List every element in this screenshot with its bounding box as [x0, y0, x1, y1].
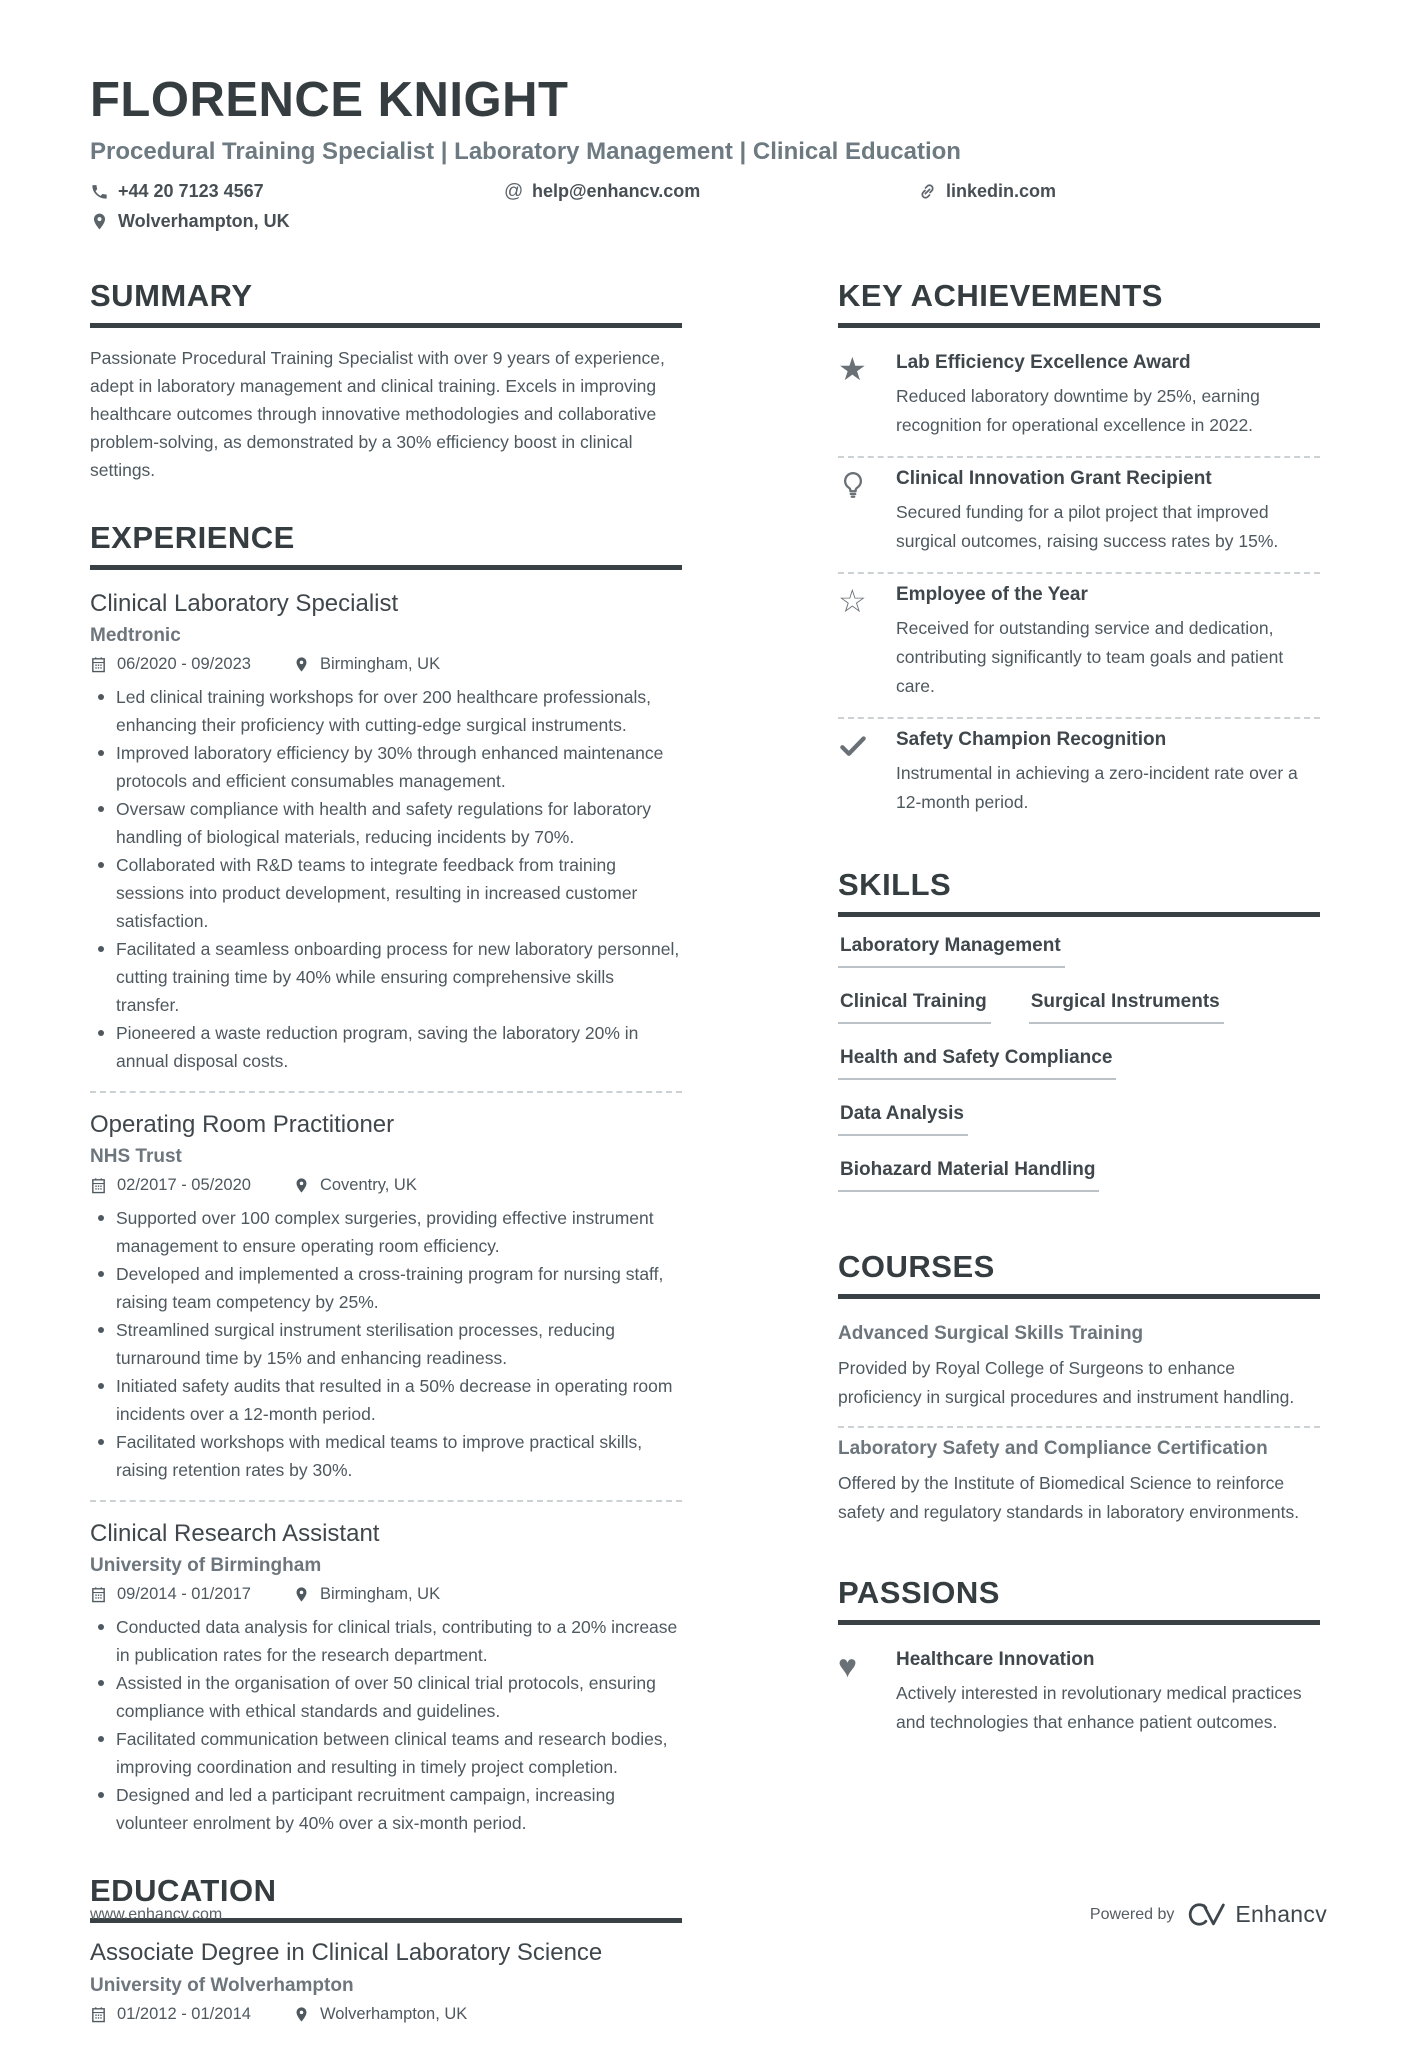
- course-divider: [838, 1426, 1320, 1428]
- experience-heading: EXPERIENCE: [90, 520, 682, 570]
- footer-site-link[interactable]: www.enhancv.com: [90, 1905, 223, 1923]
- job-meta: [90, 655, 682, 674]
- job-bullet: Facilitated a seamless onboarding process for new laboratory personnel, cutting training time by 40% while ensuring comprehensive skills transfer.: [90, 935, 682, 1019]
- achievement-text: Instrumental in achieving a zero-incident rate over a 12-month period.: [896, 763, 1298, 812]
- job-company: University of Birmingham: [90, 1555, 322, 1576]
- passion-text: Actively interested in revolutionary medical practices and technologies that enhance patient outcomes.: [896, 1683, 1302, 1732]
- calendar-icon: [90, 656, 107, 673]
- job-company: Medtronic: [90, 625, 181, 646]
- education-dates: 01/2012 - 01/2014: [117, 2005, 251, 2023]
- skill-tag: Data Analysis: [838, 1101, 968, 1136]
- job-location: Birmingham, UK: [319, 1585, 441, 1603]
- star-outline-icon: ☆: [838, 583, 867, 619]
- job-bullet: Developed and implemented a cross-training program for nursing staff, raising team competency by 25%.: [90, 1260, 682, 1316]
- achievement-item: [838, 576, 1320, 715]
- job-bullet: Collaborated with R&D teams to integrate feedback from training sessions into product development, resulting in increased customer satisfaction.: [90, 851, 682, 935]
- course-item: [838, 1430, 1320, 1539]
- left-column: [90, 278, 682, 2060]
- job-bullet: Led clinical training workshops for over 200 healthcare professionals, enhancing their proficiency with cutting-edge surgical instruments.: [90, 683, 682, 739]
- achievement-title: Employee of the Year: [896, 584, 1088, 605]
- education-heading: EDUCATION: [90, 1873, 682, 1923]
- achievements-section: [838, 278, 1320, 831]
- location-pin-icon: [293, 656, 310, 673]
- job-bullet-list: [90, 1613, 682, 1837]
- job-bullet: Streamlined surgical instrument sterilisation processes, reducing turnaround time by 15% and enhancing readiness.: [90, 1316, 682, 1372]
- location-contact: [90, 208, 504, 234]
- location-pin-icon: [90, 212, 109, 231]
- enhancv-logo[interactable]: [1186, 1901, 1327, 1928]
- heart-icon: ♥: [838, 1648, 857, 1684]
- achievement-item: [838, 721, 1320, 831]
- summary-section: [90, 278, 682, 484]
- courses-heading: COURSES: [838, 1249, 1320, 1299]
- lightbulb-icon: [838, 468, 896, 556]
- phone-icon: [90, 182, 109, 201]
- job-title: Operating Room Practitioner: [90, 1111, 395, 1138]
- checkmark-icon: [838, 729, 896, 817]
- achievement-text: Secured funding for a pilot project that improved surgical outcomes, raising success rates by 15%.: [896, 502, 1279, 551]
- job-bullet: Facilitated communication between clinical teams and research bodies, improving coordination and resulting in timely project completion.: [90, 1725, 682, 1781]
- link-contact[interactable]: [918, 178, 1320, 204]
- education-meta: [90, 2005, 682, 2024]
- enhancv-brand-text: Enhancv: [1235, 1901, 1327, 1927]
- course-item: [838, 1315, 1320, 1424]
- skill-tag: Health and Safety Compliance: [838, 1045, 1116, 1080]
- job-meta: [90, 1585, 682, 1604]
- person-title: Procedural Training Specialist | Laboratory Management | Clinical Education: [90, 138, 961, 165]
- skill-tag: Surgical Instruments: [1029, 989, 1224, 1024]
- location-text: Wolverhampton, UK: [118, 211, 290, 231]
- achievement-divider: [838, 572, 1320, 574]
- job-bullet: Pioneered a waste reduction program, saving the laboratory 20% in annual disposal costs.: [90, 1019, 682, 1075]
- job-dates: 09/2014 - 01/2017: [117, 1585, 251, 1603]
- job-dates: 02/2017 - 05/2020: [117, 1176, 251, 1194]
- passions-section: [838, 1575, 1320, 1751]
- enhancv-logo-icon: [1186, 1901, 1228, 1928]
- achievement-text: Reduced laboratory downtime by 25%, earning recognition for operational excellence in 2022.: [896, 386, 1260, 435]
- skill-tag: Laboratory Management: [838, 933, 1065, 968]
- job-meta: [90, 1176, 682, 1195]
- job-company: NHS Trust: [90, 1146, 182, 1167]
- job-bullet: Supported over 100 complex surgeries, providing effective instrument management to ensure operating room efficiency.: [90, 1204, 682, 1260]
- person-name: FLORENCE KNIGHT: [90, 73, 569, 127]
- job-bullet: Designed and led a participant recruitment campaign, increasing volunteer enrolment by 40% over a six-month period.: [90, 1781, 682, 1837]
- summary-text: Passionate Procedural Training Specialist with over 9 years of experience, adept in laboratory management and clinical training. Excels in improving healthcare outcomes through innovative methodologies and collaborative problem-solving, as demonstrated by a 30% efficiency boost in clinical settings.: [90, 348, 665, 480]
- email-at-icon: @: [504, 180, 524, 202]
- job-bullet: Facilitated workshops with medical teams to improve practical skills, raising retention rates by 30%.: [90, 1428, 682, 1484]
- link-icon: [918, 182, 937, 201]
- achievement-item: [838, 344, 1320, 454]
- job-divider: [90, 1091, 682, 1093]
- skills-section: [838, 867, 1320, 1213]
- calendar-icon: [90, 1586, 107, 1603]
- job-title: Clinical Research Assistant: [90, 1520, 380, 1547]
- degree-title: Associate Degree in Clinical Laboratory Science: [90, 1939, 603, 1966]
- star-filled-icon: ★: [838, 351, 867, 387]
- achievement-divider: [838, 717, 1320, 719]
- job-location: Birmingham, UK: [319, 655, 441, 673]
- passion-item: [838, 1641, 1320, 1751]
- achievement-text: Received for outstanding service and dedication, contributing significantly to team goals and patient care.: [896, 618, 1284, 696]
- achievement-title: Safety Champion Recognition: [896, 729, 1167, 750]
- skill-tag: Biohazard Material Handling: [838, 1157, 1099, 1192]
- job-dates: 06/2020 - 09/2023: [117, 655, 251, 673]
- experience-entry: [90, 586, 682, 1075]
- page-footer: [90, 1901, 1327, 1928]
- phone-contact: [90, 178, 504, 204]
- courses-section: [838, 1249, 1320, 1539]
- summary-heading: SUMMARY: [90, 278, 682, 328]
- course-title: Advanced Surgical Skills Training: [838, 1323, 1144, 1344]
- education-location: Wolverhampton, UK: [319, 2005, 468, 2023]
- course-text: Provided by Royal College of Surgeons to enhance proficiency in surgical procedures and instrument handling.: [838, 1358, 1295, 1407]
- location-pin-icon: [293, 1586, 310, 1603]
- experience-section: [90, 520, 682, 1837]
- skill-tag: Clinical Training: [838, 989, 991, 1024]
- powered-by: [1090, 1901, 1327, 1928]
- course-text: Offered by the Institute of Biomedical Science to reinforce safety and regulatory standards in laboratory environments.: [838, 1473, 1300, 1522]
- location-pin-icon: [293, 2006, 310, 2023]
- email-address[interactable]: help@enhancv.com: [532, 181, 701, 201]
- calendar-icon: [90, 2006, 107, 2023]
- school-name: University of Wolverhampton: [90, 1975, 354, 1996]
- passion-title: Healthcare Innovation: [896, 1649, 1095, 1670]
- phone-number: +44 20 7123 4567: [118, 181, 264, 201]
- achievements-heading: KEY ACHIEVEMENTS: [838, 278, 1320, 328]
- skills-heading: SKILLS: [838, 867, 1320, 917]
- email-contact[interactable]: [504, 178, 918, 204]
- achievement-item: [838, 460, 1320, 570]
- job-bullet-list: [90, 1204, 682, 1484]
- course-title: Laboratory Safety and Compliance Certification: [838, 1438, 1268, 1459]
- job-bullet: Assisted in the organisation of over 50 clinical trial protocols, ensuring compliance with ethical standards and guidelines.: [90, 1669, 682, 1725]
- job-bullet: Oversaw compliance with health and safety regulations for laboratory handling of biological materials, reducing incidents by 70%.: [90, 795, 682, 851]
- job-bullet: Initiated safety audits that resulted in a 50% decrease in operating room incidents over a 12-month period.: [90, 1372, 682, 1428]
- job-bullet: Conducted data analysis for clinical trials, contributing to a 20% increase in publication rates for the research department.: [90, 1613, 682, 1669]
- achievement-divider: [838, 456, 1320, 458]
- resume-header: [90, 72, 1320, 234]
- job-divider: [90, 1500, 682, 1502]
- link-url[interactable]: linkedin.com: [946, 181, 1057, 201]
- education-section: [90, 1873, 682, 2024]
- experience-entry: [90, 1107, 682, 1484]
- right-column: [838, 278, 1320, 1787]
- experience-entry: [90, 1516, 682, 1837]
- contact-row: [90, 178, 1320, 234]
- calendar-icon: [90, 1177, 107, 1194]
- achievement-title: Clinical Innovation Grant Recipient: [896, 468, 1212, 489]
- location-pin-icon: [293, 1177, 310, 1194]
- achievement-title: Lab Efficiency Excellence Award: [896, 352, 1191, 373]
- powered-by-label: Powered by: [1089, 1905, 1175, 1923]
- job-bullet: Improved laboratory efficiency by 30% through enhanced maintenance protocols and efficient consumables management.: [90, 739, 682, 795]
- passions-heading: PASSIONS: [838, 1575, 1320, 1625]
- job-location: Coventry, UK: [319, 1176, 417, 1194]
- job-bullet-list: [90, 683, 682, 1075]
- job-title: Clinical Laboratory Specialist: [90, 590, 399, 617]
